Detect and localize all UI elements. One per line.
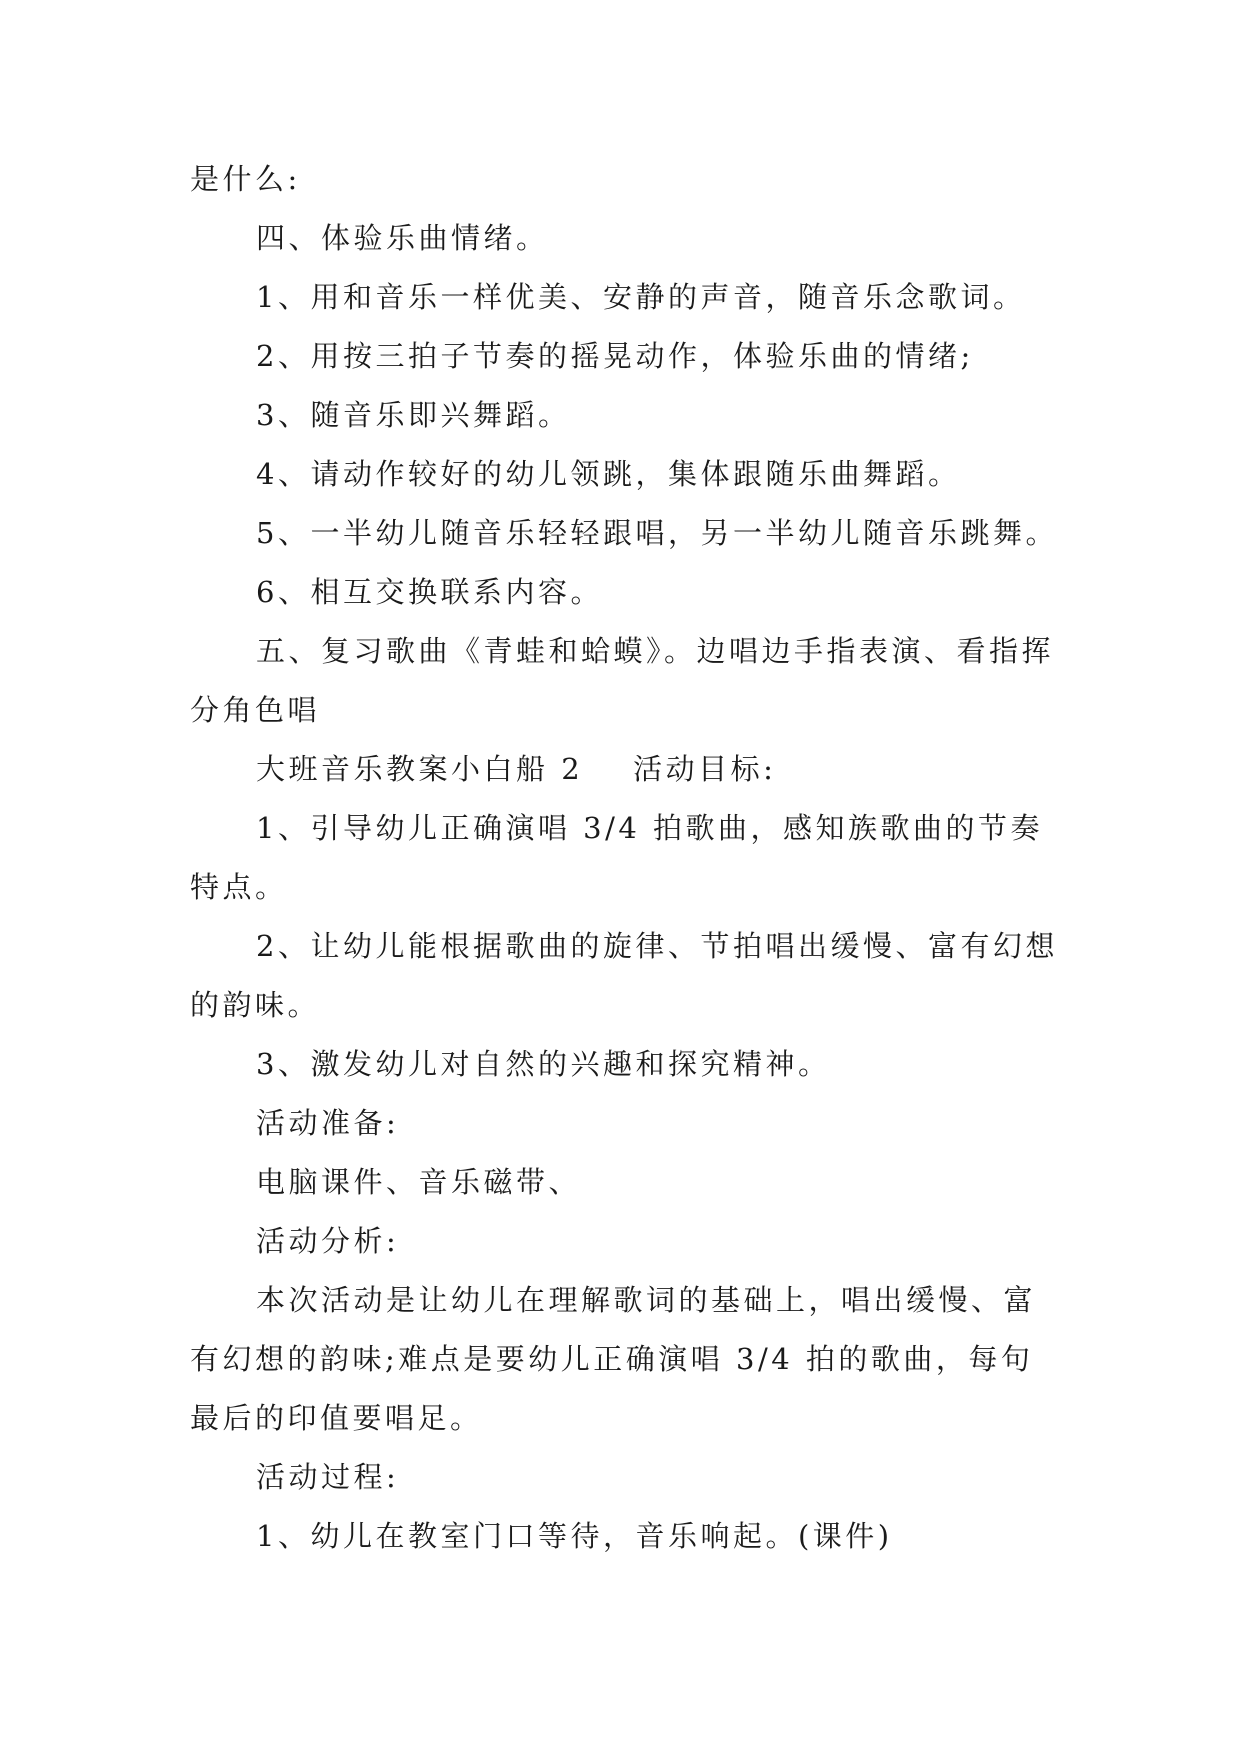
list-item: 4、请动作较好的幼儿领跳，集体跟随乐曲舞蹈。 [256, 457, 961, 491]
goal-item: 3、激发幼儿对自然的兴趣和探究精神。 [256, 1047, 831, 1081]
preparation-heading: 活动准备: [256, 1106, 400, 1140]
document-body [190, 150, 1060, 1566]
section-heading-experience-mood: 四、体验乐曲情绪。 [256, 221, 549, 255]
list-item: 1、用和音乐一样优美、安静的声音，随音乐念歌词。 [256, 280, 1026, 314]
list-item: 3、随音乐即兴舞蹈。 [256, 398, 571, 432]
process-heading: 活动过程: [256, 1460, 400, 1494]
goals-heading: 活动目标: [633, 752, 777, 786]
analysis-heading: 活动分析: [256, 1224, 400, 1258]
goal-item: 2、让幼儿能根据歌曲的旋律、节拍唱出缓慢、富有幻想的韵味。 [190, 929, 1058, 1022]
list-item: 6、相互交换联系内容。 [256, 575, 603, 609]
process-item: 1、幼儿在教室门口等待，音乐响起。(课件) [256, 1519, 893, 1553]
section-heading-review-song: 五、复习歌曲《青蛙和蛤蟆》。边唱边手指表演、看指挥分角色唱 [190, 634, 1055, 727]
lesson-title-text: 大班音乐教案小白船 2 [256, 752, 584, 786]
analysis-content: 本次活动是让幼儿在理解歌词的基础上，唱出缓慢、富有幻想的韵味;难点是要幼儿正确演唱 3/4 拍的歌曲，每句最后的印值要唱足。 [190, 1283, 1037, 1435]
list-item: 2、用按三拍子节奏的摇晃动作，体验乐曲的情绪; [256, 339, 974, 373]
paragraph-continuation: 是什么: [190, 162, 301, 196]
goal-item: 1、引导幼儿正确演唱 3/4 拍歌曲，感知族歌曲的节奏特点。 [190, 811, 1044, 904]
list-item: 5、一半幼儿随音乐轻轻跟唱，另一半幼儿随音乐跳舞。 [256, 516, 1058, 550]
preparation-content: 电脑课件、音乐磁带、 [256, 1165, 582, 1199]
lesson-title [190, 740, 1060, 799]
